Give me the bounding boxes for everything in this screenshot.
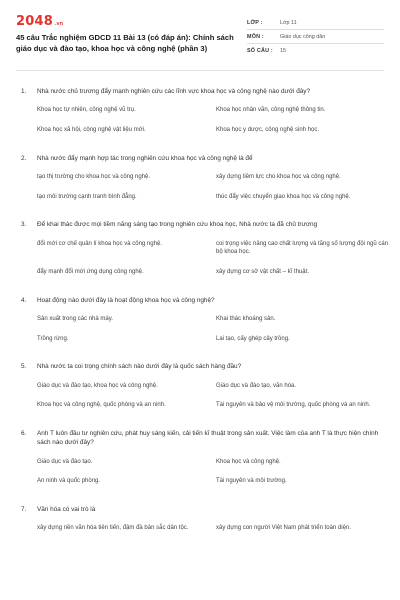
question-number: 1.	[21, 88, 27, 95]
question-text	[21, 87, 384, 96]
answer-option[interactable]: Khoa học xã hội, công nghệ vật liệu mới.	[37, 126, 146, 133]
answer-option[interactable]: Giáo dục và đào tạo.	[37, 458, 93, 465]
answer-option[interactable]: Khoa học và công nghệ.	[216, 458, 281, 465]
question-number: 3.	[21, 221, 27, 229]
answer-option[interactable]: coi trọng việc nâng cao chất lượng và tăng số lượng đội ngũ cán bộ khoa học.	[216, 240, 389, 256]
meta-value: Giáo dục công dân	[280, 33, 326, 40]
meta-row	[247, 16, 384, 30]
question-text	[21, 220, 384, 229]
question-text	[21, 362, 384, 371]
answer-option[interactable]: Khoa học và công nghệ, quốc phòng và an ninh.	[37, 402, 166, 409]
question-stem: Nhà nước đẩy mạnh hợp tác trong nghiên cứu khoa học và công nghệ là để	[37, 154, 253, 162]
meta-row	[247, 30, 384, 44]
question-number: 2.	[21, 154, 27, 162]
question-stem: Nhà nước ta coi trọng chính sách nào dưới đây là quốc sách hàng đầu?	[37, 363, 242, 371]
question-item	[21, 296, 384, 353]
answer-options	[21, 454, 384, 495]
meta-value: 15	[280, 48, 286, 54]
meta-label: MÔN :	[247, 33, 264, 40]
answer-options	[21, 102, 384, 143]
meta-label: SỐ CÂU :	[247, 48, 273, 54]
question-item	[21, 505, 384, 542]
question-number: 6.	[21, 429, 27, 437]
question-item	[21, 429, 384, 495]
answer-options	[21, 378, 384, 419]
header	[16, 14, 384, 58]
answer-option[interactable]: xây dựng tiềm lực cho khoa học và công nghệ.	[216, 173, 341, 180]
question-number: 4.	[21, 296, 27, 304]
answer-option[interactable]: Khai thác khoáng sản.	[216, 315, 276, 322]
meta-label: LỚP :	[247, 19, 263, 26]
question-text	[21, 429, 384, 448]
logo-domain-text: .vn	[54, 21, 63, 27]
answer-option[interactable]: xây dựng con người Việt Nam phát triển toàn diện.	[216, 525, 351, 532]
question-number: 7.	[21, 505, 27, 513]
answer-option[interactable]: xây dựng cơ sở vật chất – kĩ thuật.	[216, 268, 309, 275]
answer-options	[21, 236, 389, 286]
answer-option[interactable]: Lai tạo, cấy ghép cây trồng.	[216, 335, 290, 342]
question-text	[21, 296, 384, 305]
meta-row	[247, 44, 384, 58]
meta-value: Lớp 11	[280, 19, 297, 26]
answer-option[interactable]: Sản xuất trong các nhà máy.	[37, 315, 113, 322]
question-list	[16, 87, 389, 542]
answer-option[interactable]: An ninh và quốc phòng.	[37, 478, 101, 485]
answer-option[interactable]: đổi mới cơ chế quản lí khoa học và công nghệ.	[37, 240, 162, 247]
question-item	[21, 154, 384, 211]
answer-option[interactable]: tạo thị trường cho khoa học và công nghệ.	[37, 173, 151, 180]
question-number: 5.	[21, 363, 27, 371]
question-stem: Để khai thác được mọi tiềm năng sáng tạo trong nghiên cứu khoa học, Nhà nước ta đã chủ trương	[37, 221, 318, 229]
question-stem: Nhà nước chủ trương đẩy mạnh nghiên cứu các lĩnh vực khoa học và công nghệ nào dưới đây?	[37, 88, 311, 95]
meta-table	[247, 14, 384, 58]
answer-option[interactable]: Khoa học nhân văn, công nghệ thông tin.	[216, 107, 326, 114]
answer-option[interactable]: Tài nguyên và bảo vệ môi trường, quốc phòng và an ninh.	[216, 402, 371, 409]
header-left	[16, 14, 236, 58]
answer-option[interactable]: tạo môi trường cạnh tranh bình đẳng.	[37, 193, 137, 200]
answer-options	[21, 169, 384, 210]
answer-option[interactable]: Tài nguyên và môi trường.	[216, 478, 287, 485]
answer-options	[21, 520, 384, 542]
answer-option[interactable]: thúc đẩy việc chuyển giao khoa học và công nghệ.	[216, 193, 351, 200]
question-text	[21, 505, 384, 514]
logo-main-text: 2048	[16, 14, 53, 29]
site-logo[interactable]	[16, 14, 236, 29]
answer-option[interactable]: Khoa học y dược, công nghệ sinh học.	[216, 126, 320, 133]
answer-option[interactable]: đẩy mạnh đổi mới ứng dụng công nghệ.	[37, 268, 144, 275]
question-item	[21, 87, 384, 144]
document-title: 45 câu Trắc nghiệm GDCD 11 Bài 13 (có đáp án): Chính sách giáo dục và đào tạo, khoa học và công nghệ (phần 3)	[16, 33, 234, 53]
question-item	[21, 362, 384, 419]
header-divider	[16, 70, 384, 71]
answer-options	[21, 311, 384, 352]
answer-option[interactable]: Giáo dục và đào tạo, khoa học và công nghệ.	[37, 382, 158, 389]
question-item	[21, 220, 389, 285]
answer-option[interactable]: xây dựng nền văn hóa tiên tiến, đậm đà bản sắc dân tộc.	[37, 525, 189, 532]
question-stem: Hoạt động nào dưới đây là hoạt động khoa học và công nghệ?	[37, 296, 215, 304]
question-stem: Văn hóa có vai trò là	[37, 505, 96, 513]
answer-option[interactable]: Khoa học tự nhiên, công nghệ vũ trụ.	[37, 107, 136, 114]
question-text	[21, 154, 384, 163]
question-stem: Anh T luôn đầu tư nghiên cứu, phát huy sáng kiến, cải tiến kĩ thuật trong sản xuất. Việc làm của anh T là thực hiện chính sách nào dưới đây?	[37, 429, 379, 447]
answer-option[interactable]: Giáo dục và đào tạo, văn hóa.	[216, 382, 297, 389]
answer-option[interactable]: Trồng rừng.	[37, 335, 69, 342]
